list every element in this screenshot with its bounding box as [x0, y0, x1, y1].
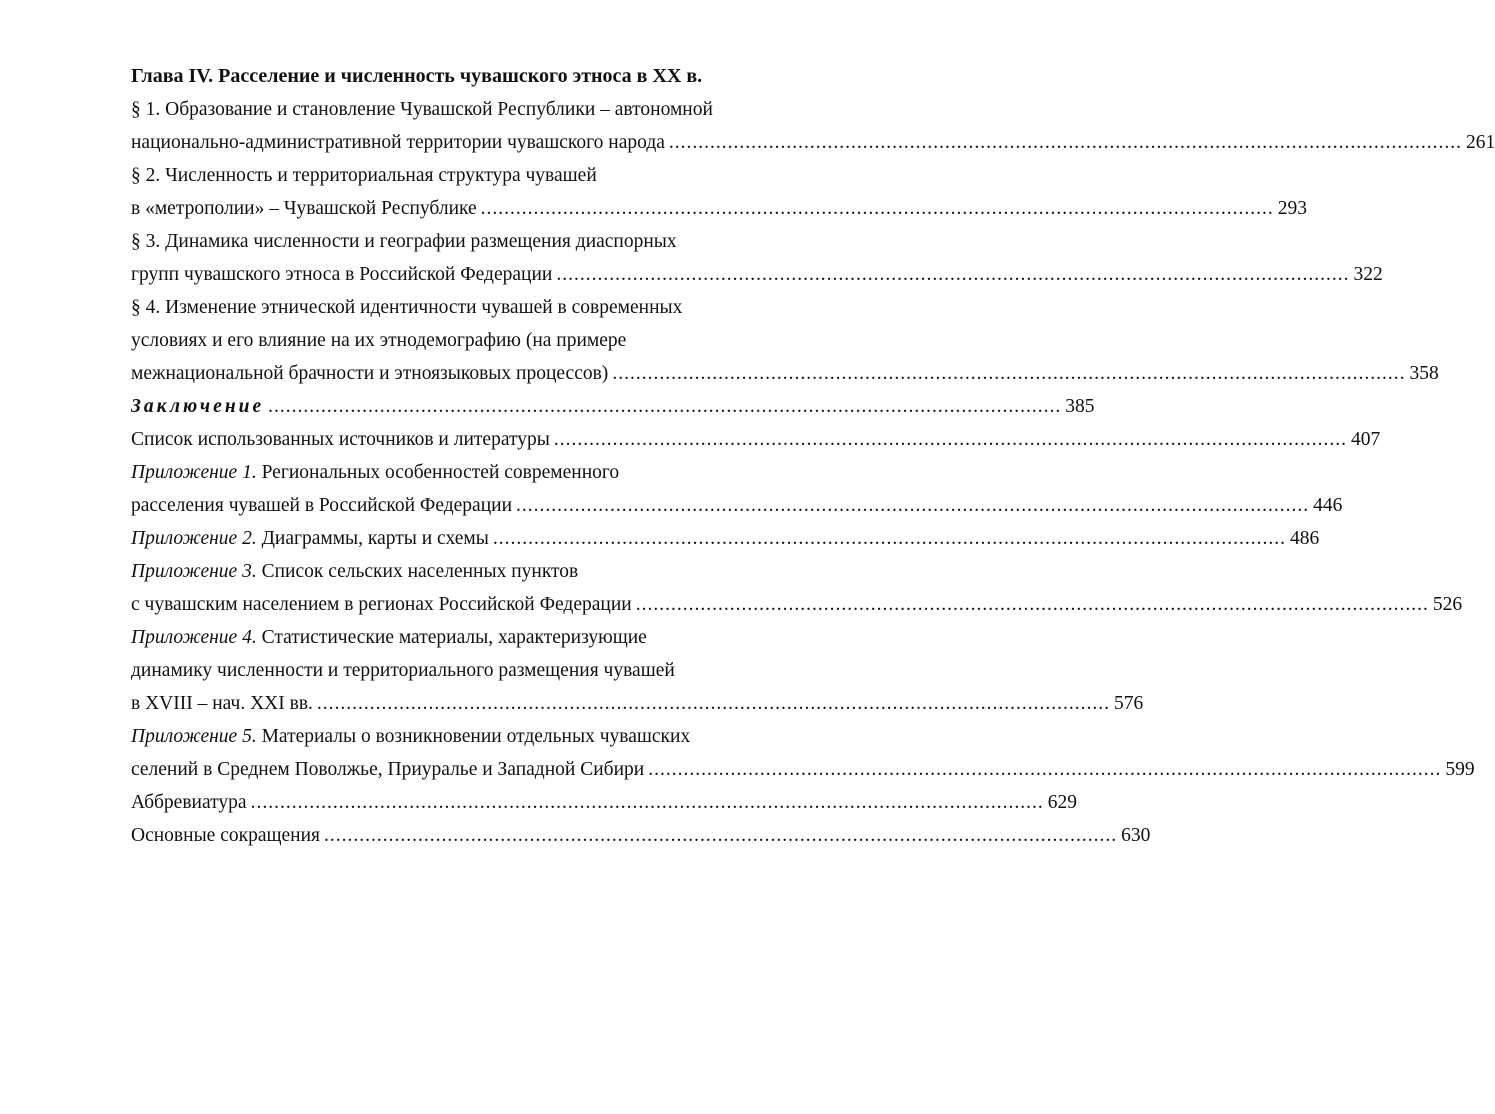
- toc-entry-s4: [131, 357, 1439, 390]
- dot-leader: .......................................................................................................................................: [316, 693, 1111, 714]
- toc-s3-line2: групп чувашского этноса в Российской Федерации: [131, 264, 553, 285]
- toc-app4-line2: динамику численности и территориального размещения чувашей: [131, 660, 675, 681]
- dot-leader: .......................................................................................................................................: [268, 396, 1062, 417]
- toc-s1-line1: § 1. Образование и становление Чувашской Республики – автономной: [131, 99, 713, 120]
- toc-app3-line2: с чувашским населением в регионах Российской Федерации: [131, 594, 632, 615]
- toc-s2-line2: в «метрополии» – Чувашской Республике: [131, 198, 477, 219]
- toc-s3-line1: § 3. Динамика численности и географии размещения диаспорных: [131, 231, 677, 252]
- toc-sources-label: Список использованных источников и литературы: [131, 429, 550, 450]
- toc-app4-line3: в XVIII – нач. XXI вв.: [131, 693, 313, 714]
- dot-leader: .......................................................................................................................................: [635, 594, 1429, 615]
- toc-app3-prefix: Приложение 3.: [131, 561, 257, 582]
- dot-leader: .......................................................................................................................................: [324, 825, 1118, 846]
- dot-leader: .......................................................................................................................................: [250, 792, 1044, 813]
- toc-entry-s2: [131, 192, 1308, 225]
- toc-entry-conclusion: [131, 390, 1095, 423]
- toc-abbreviations-label: Основные сокращения: [131, 825, 320, 846]
- toc-s2-page: 293: [1277, 198, 1308, 219]
- toc-entry-app2: [131, 522, 1320, 555]
- toc-s3-page: 322: [1353, 264, 1383, 285]
- toc-app3-title: Список сельских населенных пунктов: [256, 561, 579, 582]
- toc-app3-page: 526: [1432, 594, 1463, 615]
- toc-app4-line1: [131, 621, 771, 654]
- toc-entry-s3: [131, 258, 1383, 291]
- toc-abbreviations-page: 630: [1121, 825, 1151, 846]
- toc-app2-title: Диаграммы, карты и схемы: [256, 528, 489, 549]
- toc-s4-line1: § 4. Изменение этнической идентичности чувашей в современных: [131, 297, 683, 318]
- toc-app4-prefix: Приложение 4.: [131, 627, 257, 648]
- toc-app1-line2: расселения чувашей в Российской Федерации: [131, 495, 513, 516]
- toc-entry-sources: [131, 423, 1381, 456]
- toc-app1-prefix: Приложение 1.: [131, 462, 257, 483]
- chapter-title: Глава IV. Расселение и численность чувашского этноса в XX в.: [131, 65, 703, 87]
- dot-leader: .......................................................................................................................................: [492, 528, 1286, 549]
- toc-app5-title: Материалы о возникновении отдельных чувашских: [256, 726, 691, 747]
- toc-app5-line1: [131, 720, 771, 753]
- dot-leader: .......................................................................................................................................: [668, 132, 1463, 153]
- toc-entry-s1: [131, 126, 1495, 159]
- toc-s4-line2: условиях и его влияние на их этнодемографию (на примере: [131, 330, 627, 351]
- toc-app2-page: 486: [1289, 528, 1320, 549]
- toc-app4-page: 576: [1114, 693, 1144, 714]
- dot-leader: .......................................................................................................................................: [556, 264, 1350, 285]
- toc-abbreviature-page: 629: [1047, 792, 1077, 813]
- dot-leader: .......................................................................................................................................: [553, 429, 1347, 450]
- toc-s4-page: 358: [1409, 363, 1439, 384]
- toc-abbreviature-label: Аббревиатура: [131, 792, 247, 813]
- toc-s4-line3: межнациональной брачности и этноязыковых процессов): [131, 363, 609, 384]
- toc-app4-title: Статистические материалы, характеризующие: [256, 627, 647, 648]
- toc-entry-app5: [131, 753, 1475, 786]
- toc-app5-line2: селений в Среднем Поволжье, Приуралье и Западной Сибири: [131, 759, 645, 780]
- toc-app1-page: 446: [1313, 495, 1343, 516]
- toc-entry-app3: [131, 588, 1463, 621]
- toc-entry-abbreviature: [131, 786, 1077, 819]
- dot-leader: .......................................................................................................................................: [612, 363, 1406, 384]
- toc-conclusion-page: 385: [1065, 396, 1095, 417]
- toc-sources-page: 407: [1350, 429, 1381, 450]
- toc-app5-page: 599: [1445, 759, 1475, 780]
- toc-app3-line1: [131, 555, 771, 588]
- toc-app2-prefix: Приложение 2.: [131, 528, 257, 549]
- dot-leader: .......................................................................................................................................: [516, 495, 1310, 516]
- toc-conclusion-label: Заключение: [131, 396, 265, 417]
- toc-app5-prefix: Приложение 5.: [131, 726, 257, 747]
- toc-entry-abbreviations: [131, 819, 1151, 852]
- dot-leader: .......................................................................................................................................: [480, 198, 1274, 219]
- toc-s1-page: 261: [1466, 132, 1495, 153]
- toc-entry-app4: [131, 687, 1144, 720]
- toc-app1-line1: [131, 456, 771, 489]
- toc-s1-line2: национально-административной территории чувашского народа: [131, 132, 665, 153]
- toc-s2-line1: § 2. Численность и территориальная структура чувашей: [131, 165, 597, 186]
- toc-app2-label: [131, 522, 489, 555]
- toc-app1-title: Региональных особенностей современного: [256, 462, 620, 483]
- toc-entry-app1: [131, 489, 1343, 522]
- dot-leader: .......................................................................................................................................: [648, 759, 1442, 780]
